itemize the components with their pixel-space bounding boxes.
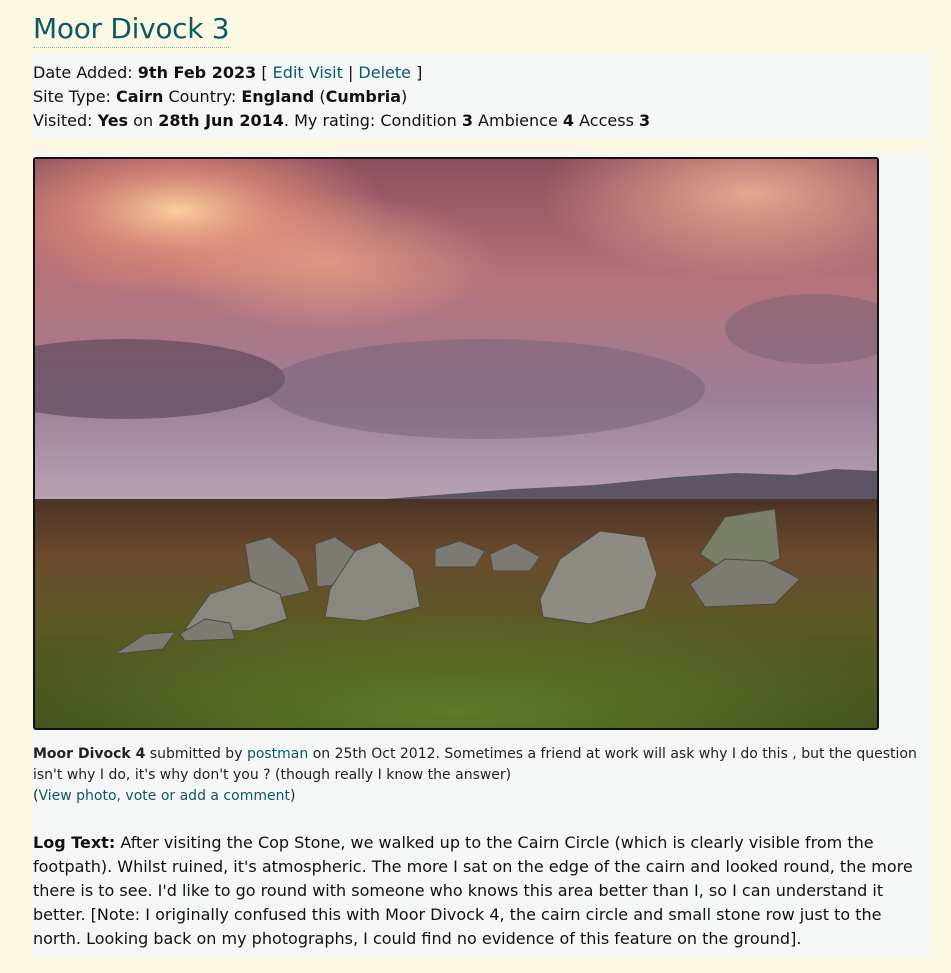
visited-value: Yes	[97, 111, 129, 130]
condition-rating: 3	[461, 111, 473, 130]
country-value: England	[241, 87, 315, 106]
visited-line: Visited: Yes on 28th Jun 2014. My rating: Condition 3 Ambience 4 Access 3	[33, 111, 651, 130]
edit-visit-link[interactable]: Edit Visit	[272, 63, 343, 82]
site-photo[interactable]	[33, 157, 879, 730]
date-added-line: Date Added: 9th Feb 2023 [ Edit Visit | Delete ]	[33, 63, 423, 82]
access-rating: 3	[639, 111, 651, 130]
photographer-link[interactable]: postman	[246, 746, 309, 762]
main-content	[33, 153, 930, 957]
region-value: Cumbria	[325, 87, 402, 106]
caption-text: on 25th Oct 2012. Sometimes a friend at work will ask why I do this , but the question isn't why I do, it's why don't you ? (though really I know the answer)	[33, 746, 917, 783]
site-type-line: Site Type: Cairn Country: England (Cumbria)	[33, 87, 408, 106]
visited-date: 28th Jun 2014	[158, 111, 284, 130]
log-body: After visiting the Cop Stone, we walked up to the Cairn Circle (which is clearly visible from the footpath). Whilst ruined, it's atmospheric. The more I sat on the edge of the cairn and looked round, the more there is to see. I'd like to go round with someone who knows this area better than I, so I can understand it better. [Note: I originally confused this with Moor Divock 4, the cairn circle and small stone row just to the north. Looking back on my photographs, I could find no evidence of this feature on the ground].	[33, 833, 913, 948]
delete-link[interactable]: Delete	[358, 63, 411, 82]
log-label: Log Text:	[33, 833, 116, 852]
landscape-photo-image	[35, 159, 877, 728]
date-added-value: 9th Feb 2023	[137, 63, 257, 82]
visit-info	[33, 54, 930, 138]
site-type-value: Cairn	[116, 87, 164, 106]
photo-caption: Moor Divock 4 submitted by postman on 25th Oct 2012. Sometimes a friend at work will ask why I do this , but the question isn't why I do, it's why don't you ? (though really I know the answer) (View photo, vote or add a comment)	[33, 746, 917, 804]
view-photo-link[interactable]: View photo, vote or add a comment	[38, 788, 290, 804]
ambience-rating: 4	[562, 111, 575, 130]
page-title: Moor Divock 3	[33, 12, 229, 48]
log-text	[33, 831, 913, 951]
caption-site-name: Moor Divock 4	[33, 746, 146, 762]
